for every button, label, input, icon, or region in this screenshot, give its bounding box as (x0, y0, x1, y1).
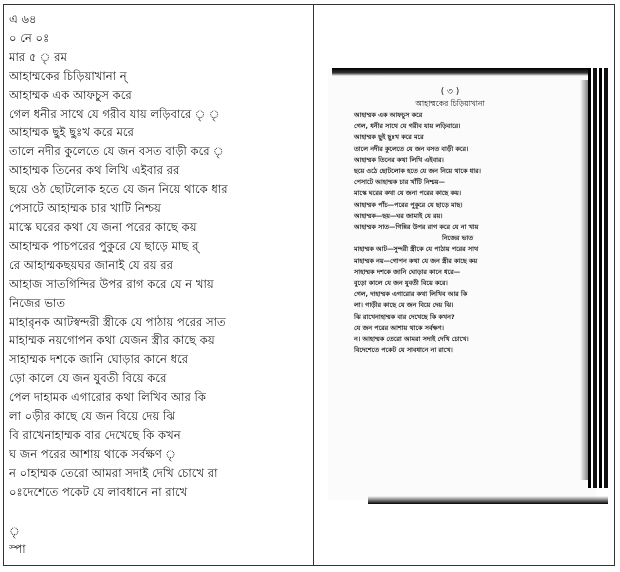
transcription-line: ০ঃদেশেতে পকেট যে লাবধানে না রাখে (9, 484, 188, 499)
transcription-line: আহাম্মক ছুই ছুঃখ করে মরে (9, 125, 134, 140)
transcription-line: মাস্কে ঘরের কথা যে জনা পরের কাছে কয় (9, 219, 197, 234)
transcription-line: ড়ো কালে যে জন যুবতী বিয়ে করে (9, 371, 167, 386)
column-divider (313, 4, 314, 566)
scan-text-line: ঝি রাখেনাহাম্মক বার দেখেছে কি কখন? (354, 312, 455, 321)
transcription-line: মাহারৃনক আটস্বন্দরী স্ত্রীকে যে পাঠায় পরের সাত (9, 314, 226, 329)
scan-dark-edge-right (588, 68, 610, 488)
scan-dark-edge-bottom (368, 496, 608, 504)
transcription-line: সাহাম্মক দশকে জানি ঘোড়ার কানে ধরে (9, 352, 189, 367)
scan-text-line: ছয়ে ওঠে ছোটলোক হতে যে জন নিয়ে থাকে ধার। (354, 167, 481, 176)
scan-text-line: আহাম্মক সাত—গিন্নির উপর রাগ করে যে না খায় (354, 223, 479, 232)
scan-text-line: বুড়ো কালে যে জন যুবতী বিয়ে করে। (354, 279, 448, 288)
transcription-line: এ ৬৪ (9, 12, 37, 26)
transcription-line: তালে নদীর কুলেতে যে জন বসত বাড়ী করে ৃ (9, 144, 224, 159)
transcription-line: পেসাটে আহাম্মক চার খাটি নিশ্চয় (9, 201, 161, 216)
scan-text-line: আহাম্মক এক আফচুস করে (354, 111, 423, 119)
scan-text-line: মাহাম্মক আট—সুন্দরী স্ত্রীকে যে পাঠায় পরের সাথ (354, 245, 479, 254)
scan-shadow-right (580, 80, 588, 480)
transcription-footer-line: স্পা (9, 542, 26, 557)
transcription-line: পেল দাহামক এগারোর কথা লিখিব আর কি (9, 390, 206, 405)
transcription-line: আহাম্মক এক আফচুস করে (9, 87, 132, 102)
scan-text-line: ন। আহাম্মক তেরো আমরা সদাই দেখি চোখে। (354, 335, 469, 344)
transcription-line: ঘ জন পরের আশায় থাকে সর্বক্ষণ ৃ (9, 446, 176, 461)
scan-text-block (332, 86, 568, 356)
scan-text-line: আহাম্মক পাঁচ—পরের পুকুরে যে ছাড়ে মাছ। (354, 200, 463, 209)
scan-text-line: আহাম্মক তিনের কথা লিখি এইবার। (354, 155, 444, 164)
transcription-line: ছয়ে ওঠ ছোটলোক হতে যে জন নিয়ে থাকে ধার (9, 182, 228, 197)
transcription-line: মাহাম্মক নয়গোপন কথা যেজন স্ত্রীর কাছে কয় (9, 333, 215, 348)
scan-column (318, 10, 612, 562)
transcription-line: রে আহাম্মকছয়ঘর জানাই যে রয় রর (9, 257, 173, 272)
transcription-column (9, 10, 309, 559)
transcription-line: ন ০াহাম্মক তেরো আমরা সদাই দেখি চোখে রা (9, 465, 218, 480)
scan-text-line: যে জন পরের আশায় থাকে সর্বক্ষণ। (354, 323, 444, 332)
transcription-line: আহাম্মক পাচপরের পুকুরে যে ছাড়ে মাছ র্ (9, 238, 199, 253)
scan-text-line: নিজের ভাত (442, 234, 474, 243)
transcription-line: লা ০ড়ীর কাছে যে জন বিয়ে দেয় ঝি (9, 409, 176, 424)
scan-text-line: তালে নদীর কুলেতে যে জন বসত বাড়ী করে। (354, 144, 469, 153)
transcription-line: বি রাখেনাহাম্মক বার দেখেছে কি কখন (9, 427, 181, 442)
transcription-line: আহাম্মক তিনের কথ লিখি এইবার রর (9, 163, 180, 178)
transcription-footer-line: ৃ (9, 523, 20, 538)
scan-text-line: মাস্কে ঘরের কথা যে জনা পরের কাছে কয়। (354, 189, 462, 198)
transcription-line: ০ নে ০ঃ (9, 30, 50, 45)
scan-text-line: বিদেশেতে পকেট যে সাবধানে না রাখে। (354, 346, 453, 355)
scan-dark-edge-top (332, 68, 602, 76)
spacer (9, 502, 309, 522)
transcription-line: আহাজ সাতগিন্দির উপর রাগ করে যে ন খায় (9, 276, 214, 291)
scan-text-line: গেল, ধনীর সাথে যে গরীব যায় লড়িবারে। (354, 122, 461, 131)
scan-text-line: সাহাম্মক দশকে জানি ঘোড়ার কানে ধরে— (354, 267, 461, 276)
scan-text-line: গেল, দাহাম্মক এগারোর কথা লিখিব আর কি (354, 290, 468, 299)
scan-text-line: লা। গাড়ীর কাছে যে জন বিয়ে দেয় ঝি। (354, 301, 454, 310)
transcription-line: গেল ধনীর সাথে যে গরীব যায় লড়িবারে ৃ ৃ (9, 106, 220, 121)
scan-page-number: ( ৩ ) (440, 87, 460, 97)
scan-text-line: পেসাটে আহাম্মক চার খাঁটি নিশ্চয়— (354, 178, 445, 187)
scan-text-line: আহাম্মক ছুই ছুঃখ করে মরে (354, 133, 424, 142)
transcription-line: নিজের ভাত (9, 295, 66, 310)
transcription-line: আহাম্মকের চিড়িয়াখানা ন্ (9, 68, 127, 83)
transcription-line: মার ৫ ৃ রম (9, 49, 67, 64)
scan-heading: আহাম্মকের চিড়িয়াখানা (415, 99, 485, 108)
scan-text-line: আহাম্মক—ছয়—ঘর জামাই যে রয়। (354, 211, 443, 220)
scanned-page-image (328, 68, 610, 504)
scan-text-line: মাহাম্মক নয়—গোপন কথা যে জন স্ত্রীর কাছে কয় (354, 256, 478, 265)
